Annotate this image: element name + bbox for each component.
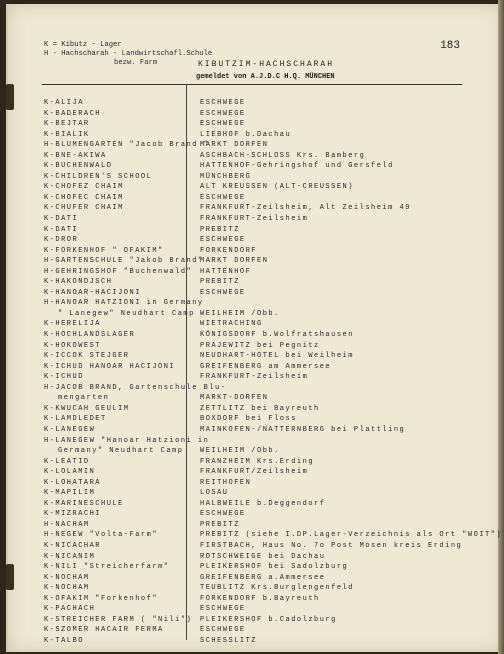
page-subtitle: gemeldet von A.J.D.C H.Q. MÜNCHEN [196,73,335,81]
list-item: WIETRACHING [200,320,263,329]
list-item: K-STREICHER FARM ( "Nili") [44,615,193,624]
list-item: K-ALIJA [44,99,84,107]
list-item: K-NILI "Streicherfarm" [44,563,170,572]
list-item: K-CHILDREN'S SCHOOL [44,172,153,181]
list-item: ALT KREUSSEN (ALT-CREUSSEN) [200,183,354,192]
list-item: MAINKOFEN-/NATTERNBERG bei Plattling [200,425,406,434]
list-item: H-BLUMENGARTEN "Jacob Brand " [44,141,210,150]
list-item [200,383,502,394]
list-item: MÜNCHBERG [200,172,252,181]
list-item: H-GARTENSCHULE "Jakob Brand" [44,257,204,266]
list-item: SCHESSLITZ [200,636,258,645]
list-item: K-ICCOK STEJGER [44,352,130,361]
list-item: FRANZHEIM Krs.Erding [200,457,315,466]
list-item: ESCHWEGE [200,120,246,129]
list-item: H-LANEGEW "Hanoar Hatzioni in [44,436,210,445]
list-item: K-BEJTAR [44,120,90,129]
legend-line: K = Kibutz - Lager [44,41,122,49]
list-item: " Lanegew" Neudhart Camp [58,309,195,318]
list-item: NEUDHART-HOTEL bei Weilheim [200,352,354,361]
list-item: K-BUCHENWALD [44,162,113,171]
list-item: PLEIKERSHOF b.Cadolzburg [200,615,337,624]
list-item: ESCHWEGE [200,193,246,202]
list-item: MARKT DORFEN [200,141,269,150]
list-item [200,298,502,309]
list-item: HATTENHOF-Gehringshof und Gersfeld [200,162,394,171]
list-item: MARKT DORFEN [200,257,269,266]
list-item: K-PACHACH [44,605,96,614]
list-item: WEILHEIM /Obb. [200,309,280,318]
list-item: K-MAPILIM [44,489,96,498]
list-item: K-BIALIK [44,130,90,139]
list-item: K-CHOFEC CHAIM [44,193,124,202]
list-item: K-NICACHAR [44,541,102,550]
list-item: HATTENHOF [200,267,252,276]
list-item: ASCHBACH-SCHLOSS Krs. Bamberg [200,151,366,160]
list-item: K-KWUCAH GEULIM [44,404,130,413]
page-title: KIBUTZIM-HACHSCHARAH [198,60,335,69]
list-item: H-NEGEW "Volta-Farm" [44,531,159,540]
list-item: PREBITZ (siehe I.DP.Lager-Verzeichnis als Ort "WOIT") [200,531,503,540]
list-item: LOSAU [200,489,229,498]
list-item: K-LOLAMIN [44,468,96,477]
list-item [200,436,502,447]
list-item: K-DROR [44,236,79,245]
list-item: K-LOHATARA [44,478,102,487]
list-item: K-SZOMER HACAIR FERMA [44,626,164,635]
list-item: ESCHWEGE [200,288,246,297]
list-item: H-JACOB BRAND, Gartenschule Blu- [44,383,227,392]
header-divider [42,84,462,85]
location-column [200,98,502,646]
legend [44,41,212,68]
list-item: ESCHWEGE [200,626,246,635]
list-item: H-HANOAR HATZIONI in Germany [44,299,204,308]
list-item: K-DATI [44,225,79,234]
list-item: K-LEATID [44,457,90,466]
list-item: K-HAKONDJSCH [44,278,113,287]
list-item: WEILHEIM /Obb. [200,447,280,456]
list-item: K-BNE-AKIWA [44,151,107,160]
list-item: K-HOKOWEST [44,341,102,350]
list-item: H-GEHRINGSHOF "Buchenwald" [44,267,193,276]
list-item: K-ICHUD [44,373,84,382]
binder-hole [6,84,14,110]
list-item: K-HERELIJA [44,320,102,329]
list-item: K-NOCHAM [44,573,90,582]
list-item: ZETTLITZ bei Bayreuth [200,404,320,413]
list-item: K-ICHUD HANOAR HACIJONI [44,362,176,371]
list-item: ESCHWEGE [200,236,246,245]
list-item: ESCHWEGE [200,99,246,107]
binder-hole [6,564,14,590]
list-item: K-HANOAR-HACIJONI [44,288,141,297]
list-item: FRANKFURT-Zeilsheim, Alt Zeilsheim 49 [200,204,411,213]
list-item: K-CHUFER CHAIM [44,204,124,213]
list-item: FORKENDORF b.Bayreuth [200,594,320,603]
list-item: K-HOCHLANDSLAGER [44,331,136,340]
list-item: K-MARINESCHULE [44,499,124,508]
list-item: TEUBLITZ Krs.Burglengenfeld [200,584,354,593]
legend-line: bezw. Farm [114,59,158,67]
list-item: PREBITZ [200,278,240,287]
list-item: K-TALBO [44,636,84,645]
list-item: ESCHWEGE [200,605,246,614]
list-item: K-OFAKIM "Forkenhof" [44,594,159,603]
list-item: K-DATI [44,215,79,224]
list-item: GREIFENBERG am Ammersee [200,362,332,371]
list-item: K-MIZRACHI [44,510,102,519]
list-item: ESCHWEGE [200,109,246,118]
list-item: FRANKFURT-Zeilsheim [200,215,309,224]
list-item: FIRSTBACH, Haus No. 7o Post Mosen kreis Erding [200,541,463,550]
list-item: LIEBHOF b.Dachau [200,130,292,139]
list-item: HALBWEILE b.Deggendorf [200,499,326,508]
list-item: ROTSCHWEIGE bei Dachau [200,552,326,561]
list-item: KÖNIGSDORF b.Wolfratshausen [200,331,354,340]
list-item: PREBITZ [200,520,240,529]
list-item: FRANKFURT/Zeilsheim [200,468,309,477]
list-item: K-LAMDLEDET [44,415,107,424]
list-item: K-FORKENHOF " OFAKIM" [44,246,164,255]
list-item: FRANKFURT-Zeilsheim [200,373,309,382]
list-item: K-LANEGEW [44,425,96,434]
list-item: MARKT-DORFEN [200,394,269,403]
list-item: K-NOCHAM [44,584,90,593]
list-item: FORKENDORF [200,246,258,255]
list-item: mengarten [58,394,110,403]
page-number: 183 [440,40,460,52]
list-item: PRAJEWITZ bei Pegnitz [200,341,320,350]
list-item: PREBITZ [200,225,240,234]
list-item: K-BADERACH [44,109,102,118]
list-item: ESCHWEGE [200,510,246,519]
list-item: GREIFENBERG a.Ammersee [200,573,326,582]
list-item: REITHOFEN [200,478,252,487]
list-item: PLEIKERSHOF bei Sadolzburg [200,563,349,572]
list-item: Germany" Neudhart Camp [58,447,184,456]
legend-line: H - Hachscharah - Landwirtschafl.Schule [44,50,213,58]
list-item: K-CHOFEZ CHAIM [44,183,124,192]
list-item: K-NICANIM [44,552,96,561]
list-item: BOXDORF bei Floss [200,415,297,424]
list-item: H-NACHAM [44,520,90,529]
